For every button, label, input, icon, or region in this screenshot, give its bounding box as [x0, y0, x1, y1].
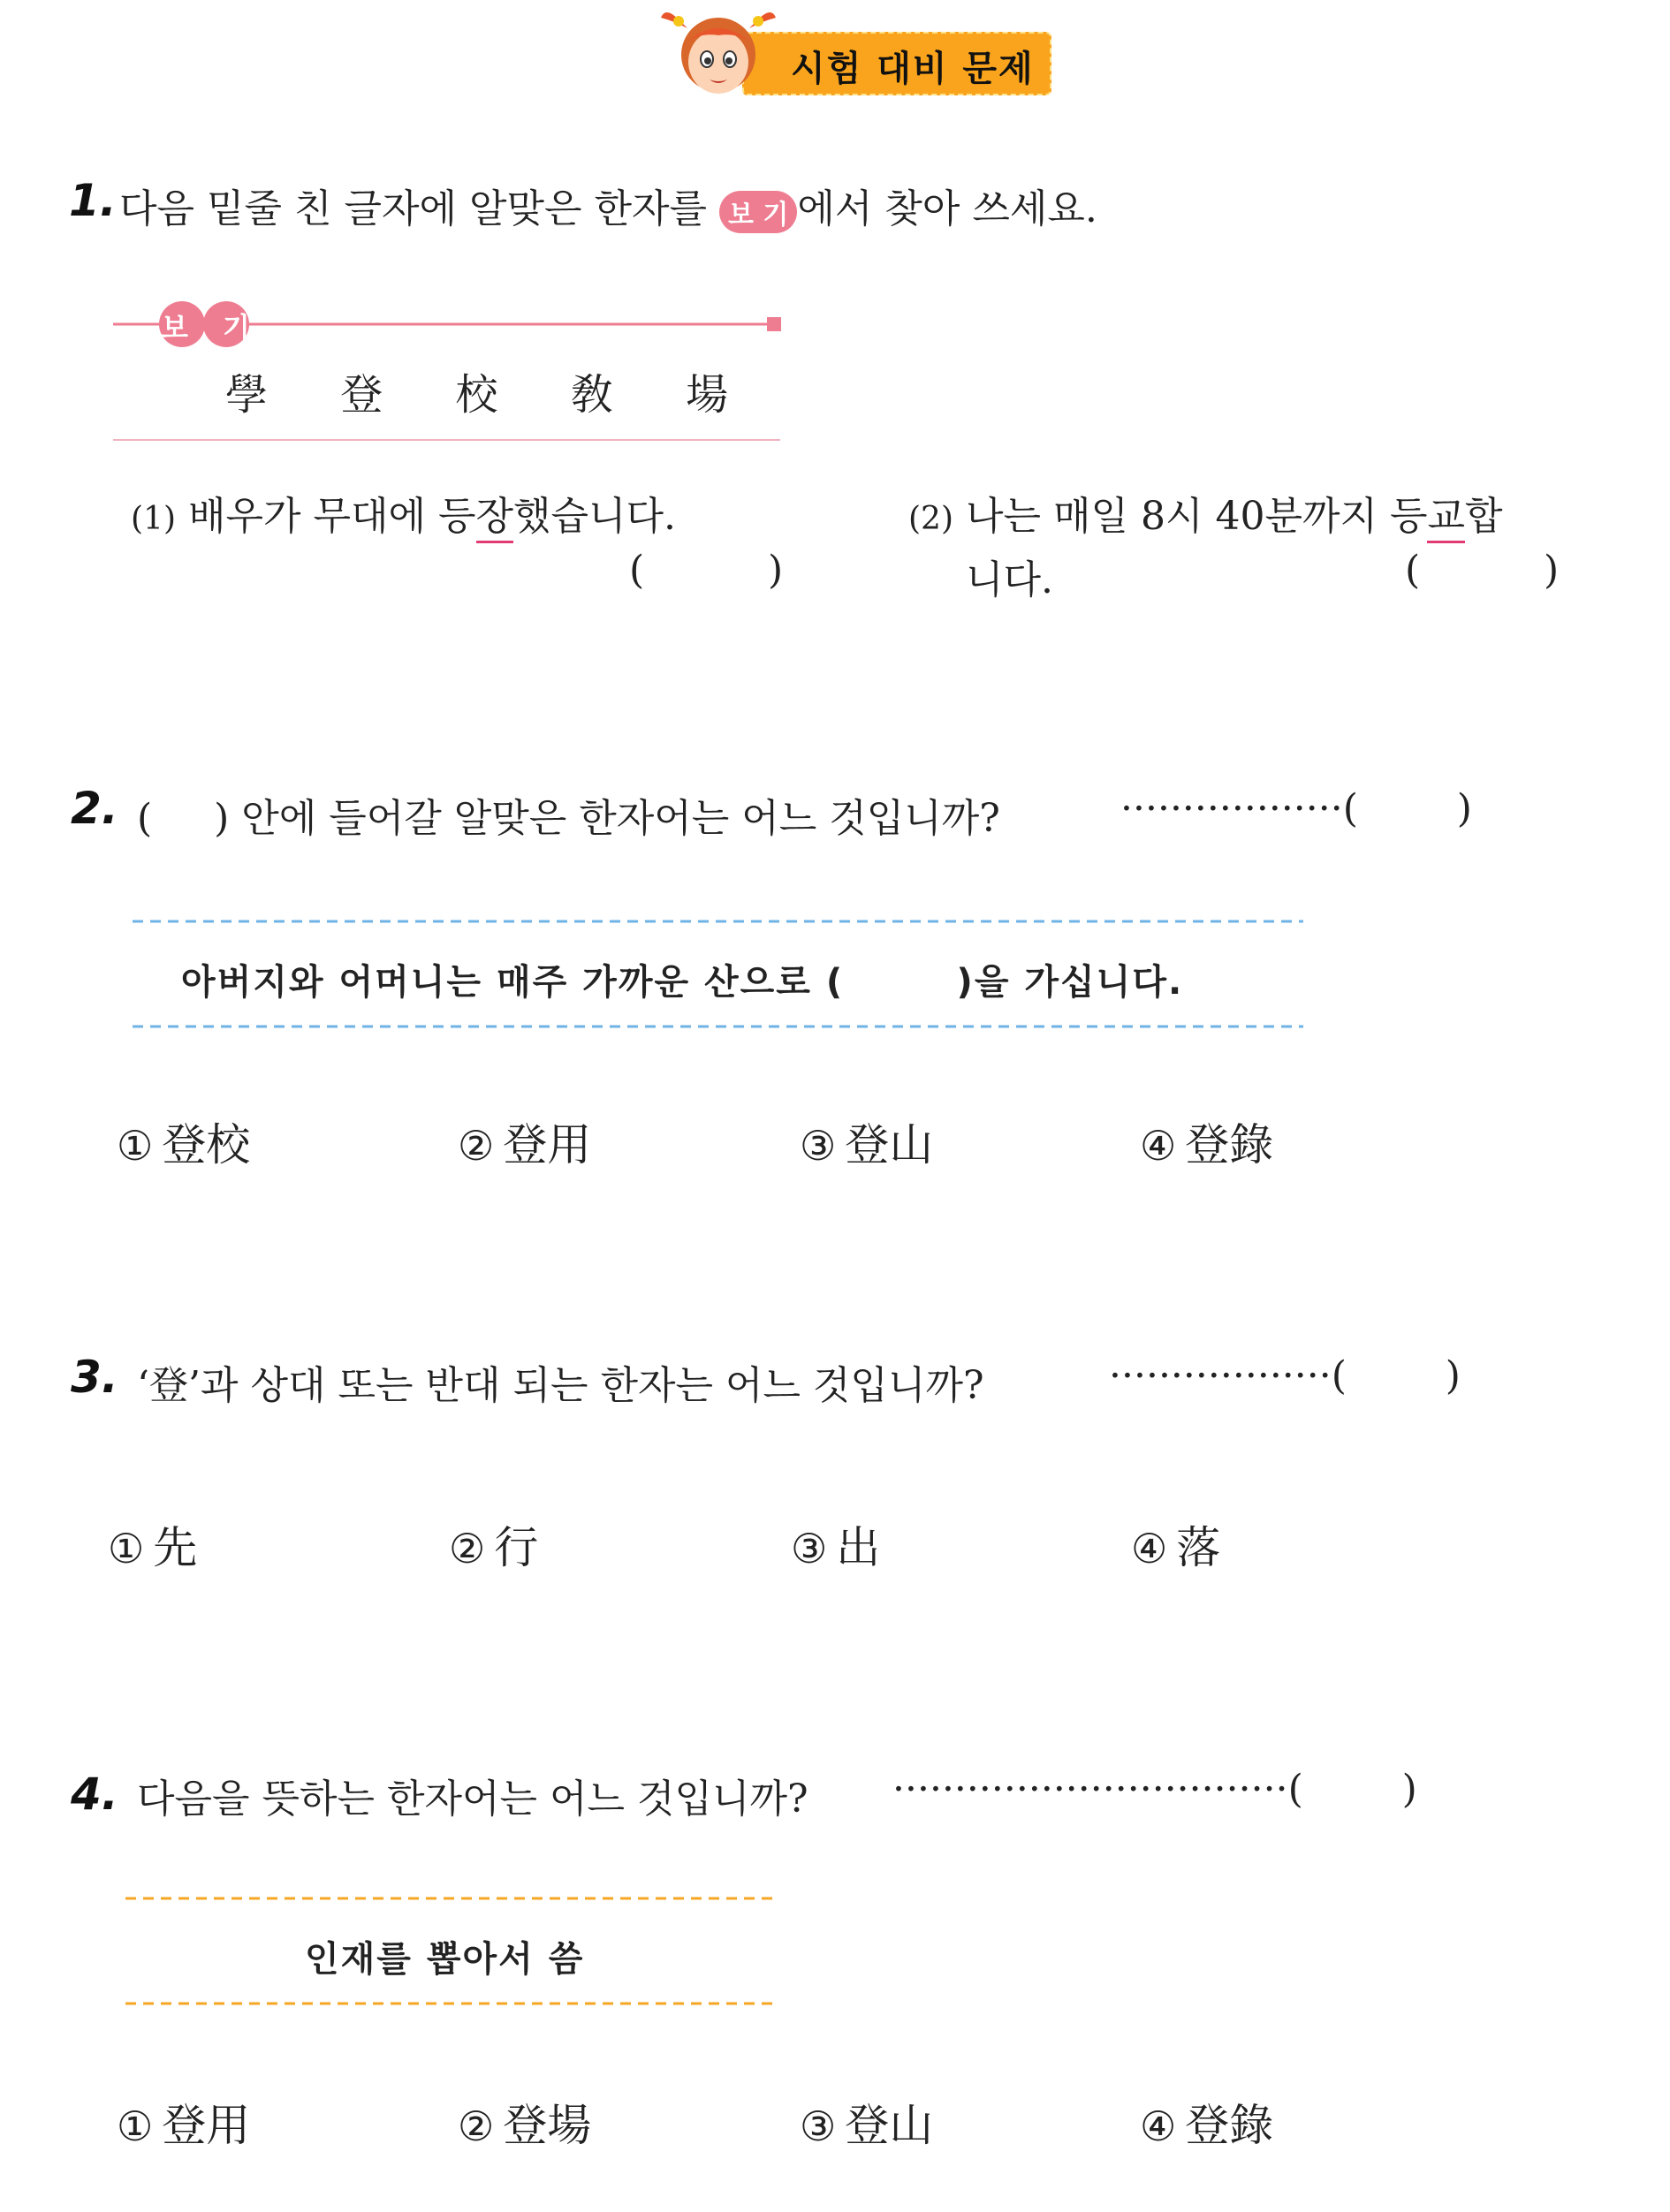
bogi-hanja: 場 — [686, 370, 729, 420]
question-4-number: 4. — [71, 1769, 118, 1820]
q1-item-2-answer-blank[interactable]: ( ) — [1405, 548, 1560, 593]
question-1-prompt: 다음 밑줄 친 글자에 알맞은 한자를 보 기 에서 찾아 쓰세요. — [119, 186, 1097, 231]
bogi-hanja-list — [225, 360, 787, 421]
q1-item-2-line2: 니다. — [966, 557, 1053, 602]
bogi-hanja: 校 — [455, 370, 498, 420]
q1-item-1-answer-blank[interactable]: ( ) — [629, 548, 784, 593]
question-2-answer-blank[interactable]: ··················( ) — [1120, 786, 1472, 831]
question-3-prompt: ‘登’과 상대 또는 반대 되는 한자는 어느 것입니까? — [137, 1363, 984, 1408]
bogi-pill: 보 기 — [719, 191, 797, 233]
q4-choice-1[interactable]: ① 登用 — [117, 2100, 251, 2151]
q1-item-1: (1) 배우가 무대에 등장했습니다. — [131, 484, 676, 541]
question-4-answer-blank[interactable]: ································( ) — [892, 1767, 1417, 1812]
bogi-hanja: 學 — [225, 370, 269, 420]
q3-choice-2[interactable]: ② 行 — [449, 1522, 539, 1573]
q2-choice-1[interactable]: ① 登校 — [117, 1119, 251, 1170]
page-title: 시험 대비 문제 — [791, 49, 1035, 89]
q2-sentence: 아버지와 어머니는 매주 가까운 산으로 ( )을 가십니다. — [181, 962, 1184, 1003]
question-4-prompt: 다음을 뜻하는 한자어는 어느 것입니까? — [137, 1776, 808, 1822]
q2-choice-4[interactable]: ④ 登錄 — [1140, 1119, 1274, 1170]
q1-item-2: (2) 나는 매일 8시 40분까지 등교합 — [908, 484, 1503, 541]
bogi-hanja: 敎 — [570, 370, 613, 420]
q2-choice-3[interactable]: ③ 登山 — [800, 1119, 934, 1170]
q4-choice-3[interactable]: ③ 登山 — [800, 2100, 934, 2151]
girl-mascot-icon — [661, 2, 776, 99]
q3-choice-3[interactable]: ③ 出 — [791, 1522, 881, 1573]
bogi-label: 보 기 — [161, 311, 262, 345]
q2-choice-2[interactable]: ② 登用 — [458, 1119, 592, 1170]
q3-choice-4[interactable]: ④ 落 — [1131, 1522, 1221, 1573]
q4-choice-2[interactable]: ② 登場 — [458, 2100, 592, 2151]
question-3-number: 3. — [71, 1352, 118, 1403]
question-2-number: 2. — [71, 783, 118, 834]
q4-sentence: 인재를 뽑아서 씀 — [305, 1939, 585, 1980]
question-2-prompt: ( ) 안에 들어갈 알맞은 한자어는 어느 것입니까? — [137, 796, 1000, 841]
q4-choice-4[interactable]: ④ 登錄 — [1140, 2100, 1274, 2151]
question-1-number: 1. — [69, 175, 117, 226]
q3-choice-1[interactable]: ① 先 — [108, 1522, 198, 1573]
bogi-hanja: 登 — [340, 370, 383, 420]
question-3-answer-blank[interactable]: ··················( ) — [1109, 1353, 1461, 1398]
